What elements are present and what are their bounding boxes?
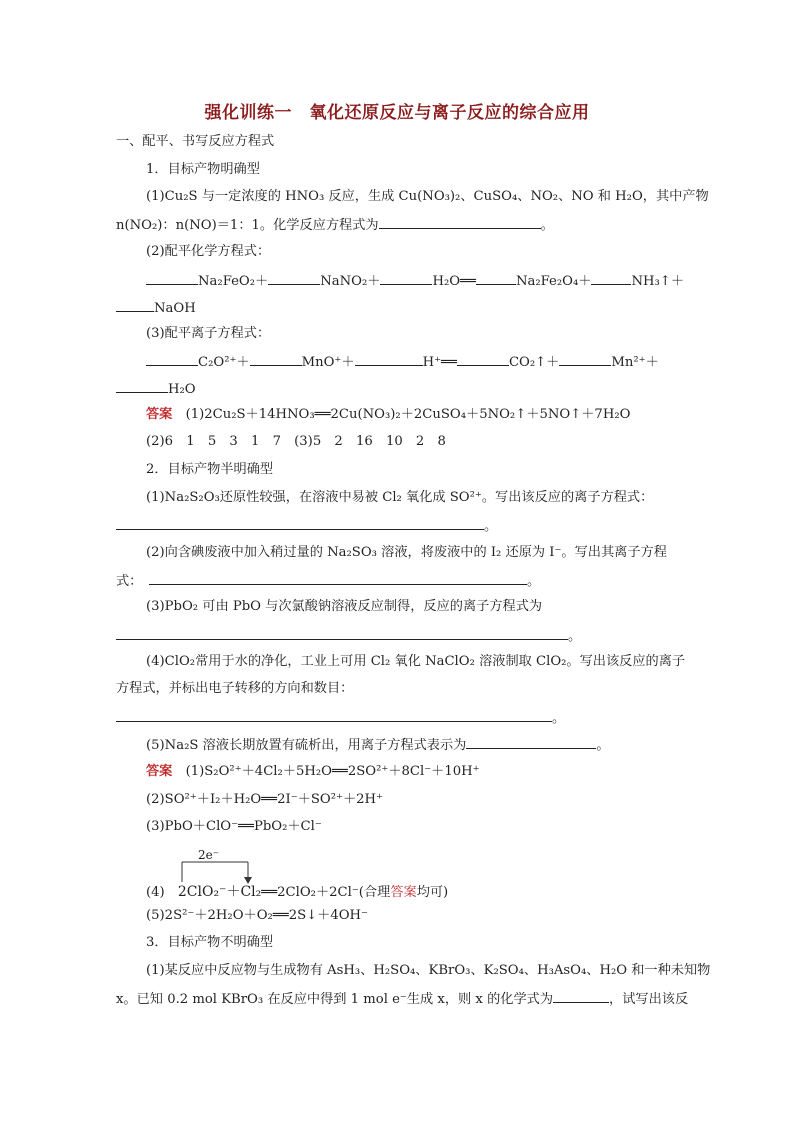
q2-part5-text: (5)Na₂S 溶液长期放置有硫析出，用离子方程式表示为 bbox=[146, 738, 467, 753]
q2-answer-line2: (2)SO²⁺＋I₂＋H₂O══2I⁻＋SO²⁺＋2H⁺ bbox=[146, 792, 384, 807]
answer-text: ══2ClO₂＋2Cl⁻(合理 bbox=[261, 885, 391, 900]
q3-part1-line2 bbox=[116, 989, 688, 1009]
q1-part2-equation bbox=[146, 271, 684, 291]
formula: NaOH bbox=[154, 301, 196, 316]
q1-answer-line1 bbox=[146, 406, 630, 424]
formula: Mn²⁺＋ bbox=[611, 355, 659, 370]
formula: C₂O²⁺＋ bbox=[198, 355, 250, 370]
q2-part3-answer-line bbox=[116, 626, 581, 646]
q2-answer-line5: (5)2S²⁻＋2H₂O＋O₂══2S↓＋4OH⁻ bbox=[146, 908, 369, 923]
punctuation: 。 bbox=[484, 519, 498, 534]
coefficient-blank[interactable] bbox=[146, 352, 198, 366]
answer-blank[interactable] bbox=[116, 516, 484, 530]
answer-blank[interactable] bbox=[149, 571, 527, 585]
q1-part2-label: (2)配平化学方程式： bbox=[146, 244, 271, 259]
q1-part3-equation-cont bbox=[116, 379, 196, 399]
punctuation: 。 bbox=[568, 629, 582, 644]
coefficient-blank[interactable] bbox=[268, 271, 320, 285]
answer-label: 答案 bbox=[146, 764, 173, 779]
formula: Na₂FeO₂＋ bbox=[198, 274, 269, 289]
formula: Na₂Fe₂O₄＋ bbox=[515, 274, 592, 289]
section-heading: 一、配平、书写反应方程式 bbox=[116, 134, 275, 149]
q2-part2-line1: (2)向含碘废液中加入稍过量的 Na₂SO₃ 溶液，将废液中的 I₂ 还原为 I⁻。写出其离子方程 bbox=[146, 545, 667, 560]
answer-blank[interactable] bbox=[466, 735, 596, 749]
answer-blank[interactable] bbox=[379, 215, 541, 229]
answer-label: 答案 bbox=[146, 407, 173, 422]
coefficient-blank[interactable] bbox=[146, 271, 198, 285]
q2-part1: (1)Na₂S₂O₃还原性较强，在溶液中易被 Cl₂ 氧化成 SO²⁺。写出该反应的离子方程式： bbox=[146, 490, 654, 505]
punctuation: 。 bbox=[552, 711, 566, 726]
punctuation: 。 bbox=[526, 574, 541, 589]
q2-answer-line3: (3)PbO＋ClO⁻══PbO₂＋Cl⁻ bbox=[146, 819, 322, 834]
punctuation: 。 bbox=[596, 738, 610, 753]
formula: H₂O bbox=[168, 382, 196, 397]
formula: CO₂↑＋ bbox=[508, 355, 560, 370]
coefficient-blank[interactable] bbox=[355, 352, 423, 366]
answer-text: 均可) bbox=[416, 885, 449, 900]
coefficient-blank[interactable] bbox=[591, 271, 631, 285]
q3-part1-text: x。已知 0.2 mol KBrO₃ 在反应中得到 1 mol e⁻生成 x，则 x 的化学式为 bbox=[116, 992, 554, 1007]
coefficient-blank[interactable] bbox=[116, 298, 154, 312]
page-title: 强化训练一 氧化还原反应与离子反应的综合应用 bbox=[204, 103, 590, 123]
q2-part1-answer-line bbox=[116, 516, 497, 536]
q1-part2-equation-cont bbox=[116, 298, 196, 318]
answer-text: (4) bbox=[146, 885, 165, 900]
answer-blank[interactable] bbox=[116, 626, 568, 640]
q2-part2-line2 bbox=[116, 571, 540, 591]
q2-part4-line1: (4)ClO₂常用于水的净化，工业上可用 Cl₂ 氧化 NaClO₂ 溶液制取 ClO₂。写出该反应的离子 bbox=[146, 654, 686, 669]
coefficient-blank[interactable] bbox=[476, 271, 516, 285]
formula: NH₃↑＋ bbox=[631, 274, 685, 289]
q3-heading: 3．目标产物不明确型 bbox=[146, 935, 274, 950]
answer-blank[interactable] bbox=[116, 708, 552, 722]
q1-part1-text: n(NO₂)：n(NO)＝1：1。化学反应方程式为 bbox=[116, 218, 379, 233]
q1-part1-line2 bbox=[116, 215, 554, 235]
q2-answer-line4 bbox=[146, 883, 448, 902]
q1-heading: 1．目标产物明确型 bbox=[146, 162, 260, 177]
electron-count-label: 2e⁻ bbox=[198, 848, 220, 862]
q2-answer-line1 bbox=[146, 763, 480, 781]
answer-blank[interactable] bbox=[553, 989, 609, 1003]
q2-part3: (3)PbO₂ 可由 PbO 与次氯酸钠溶液反应制得，反应的离子方程式为 bbox=[146, 599, 543, 614]
q2-part4-answer-line bbox=[116, 708, 565, 728]
coefficient-blank[interactable] bbox=[457, 352, 509, 366]
formula: H₂O══ bbox=[432, 274, 476, 289]
q3-part1-text-end: ，试写出该反 bbox=[609, 992, 689, 1007]
q2-part4-line2: 方程式，并标出电子转移的方向和数目： bbox=[116, 681, 354, 696]
diagram-reactants: 2ClO₂⁻＋Cl₂ bbox=[177, 884, 262, 900]
formula: H⁺══ bbox=[422, 355, 457, 370]
q1-answer-line2: (2)6 1 5 3 1 7 (3)5 2 16 10 2 8 bbox=[146, 434, 446, 449]
coefficient-blank[interactable] bbox=[250, 352, 302, 366]
q1-part3-equation bbox=[146, 352, 659, 372]
q3-part1-line1: (1)某反应中反应物与生成物有 AsH₃、H₂SO₄、KBrO₃、K₂SO₄、H₃AsO₄、H₂O 和一种未知物 bbox=[146, 963, 711, 978]
q1-part3-label: (3)配平离子方程式： bbox=[146, 326, 271, 341]
coefficient-blank[interactable] bbox=[116, 379, 168, 393]
answer-highlight: 答案 bbox=[390, 885, 417, 900]
q2-heading: 2．目标产物半明确型 bbox=[146, 462, 274, 477]
answer-text: (1)S₂O²⁺＋4Cl₂＋5H₂O══2SO²⁺＋8Cl⁻＋10H⁺ bbox=[185, 764, 480, 779]
q1-part1-line1: (1)Cu₂S 与一定浓度的 HNO₃ 反应，生成 Cu(NO₃)₂、CuSO₄、NO₂、NO 和 H₂O，其中产物 bbox=[146, 189, 709, 204]
coefficient-blank[interactable] bbox=[380, 271, 432, 285]
punctuation: 。 bbox=[540, 218, 554, 233]
q2-part2-text: 式： bbox=[116, 574, 136, 589]
formula: MnO⁺＋ bbox=[301, 355, 355, 370]
formula: NaNO₂＋ bbox=[320, 274, 381, 289]
q2-part5 bbox=[146, 735, 610, 755]
answer-text: (1)2Cu₂S＋14HNO₃══2Cu(NO₃)₂＋2CuSO₄＋5NO₂↑＋5NO↑＋7H₂O bbox=[185, 407, 631, 422]
coefficient-blank[interactable] bbox=[559, 352, 611, 366]
